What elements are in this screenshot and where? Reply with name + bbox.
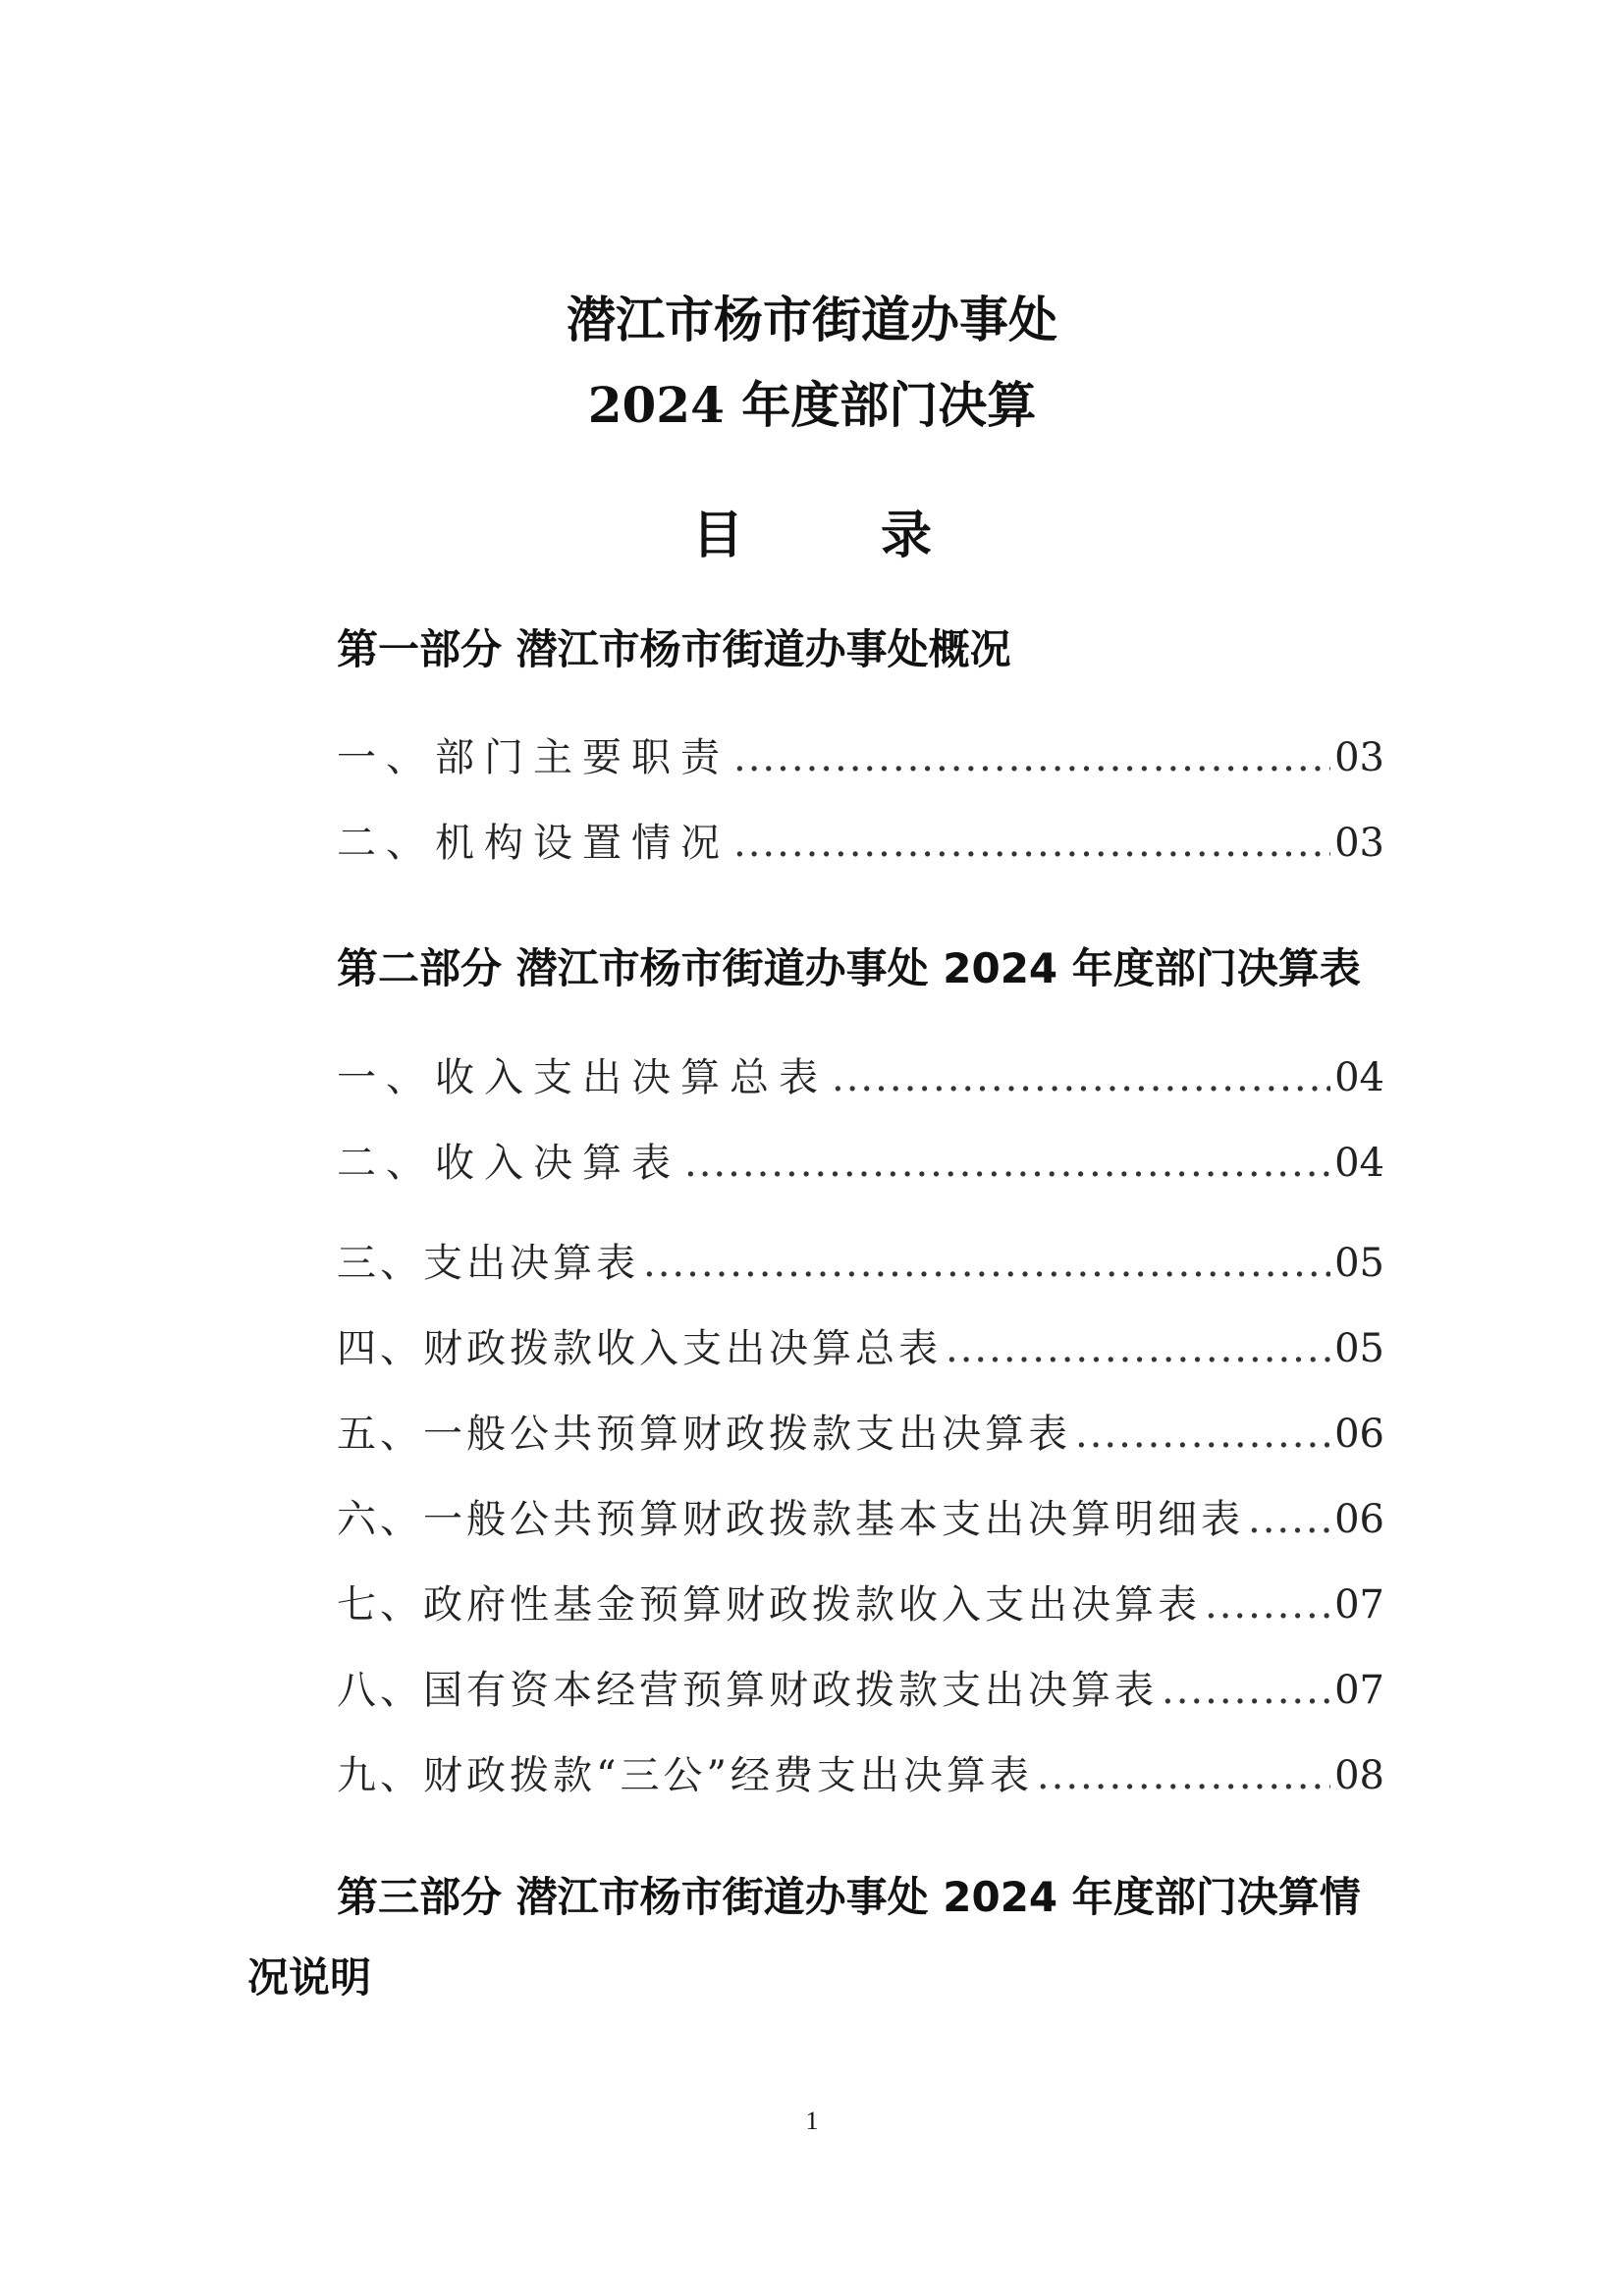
leader-dots bbox=[946, 1321, 1330, 1376]
toc-entry-page: 07 bbox=[1334, 1668, 1384, 1713]
toc-entry-label: 四、财政拨款收入支出决算总表 bbox=[337, 1326, 942, 1371]
page-number: 1 bbox=[805, 2107, 819, 2135]
toc-entry-page: 07 bbox=[1334, 1582, 1384, 1628]
toc-entry-label: 五、一般公共预算财政拨款支出决算表 bbox=[337, 1412, 1071, 1457]
leader-dots bbox=[684, 1136, 1330, 1191]
toc-entry[interactable] bbox=[337, 730, 1384, 785]
toc-entry[interactable] bbox=[337, 1236, 1384, 1291]
toc-entry-label: 三、支出决算表 bbox=[337, 1241, 639, 1286]
toc-entry-page: 06 bbox=[1334, 1412, 1384, 1457]
toc-heading-char-2: 录 bbox=[881, 506, 933, 565]
toc-heading-char-1: 目 bbox=[691, 506, 743, 565]
toc-entry-page: 06 bbox=[1334, 1497, 1384, 1542]
toc-entry-page: 03 bbox=[1334, 821, 1384, 866]
document-subtitle: 2024 年度部门决算 bbox=[587, 376, 1037, 434]
leader-dots bbox=[643, 1236, 1330, 1291]
toc-entry-page: 05 bbox=[1334, 1326, 1384, 1371]
toc-entry-page: 08 bbox=[1334, 1753, 1384, 1798]
part1-heading: 第一部分 潜江市杨市街道办事处概况 bbox=[337, 625, 1011, 673]
toc-entry[interactable] bbox=[337, 1492, 1384, 1547]
part2-heading: 第二部分 潜江市杨市街道办事处 2024 年度部门决算表 bbox=[337, 944, 1361, 992]
toc-entry-label: 二、机构设置情况 bbox=[337, 821, 730, 866]
toc-entry[interactable] bbox=[337, 1748, 1384, 1803]
leader-dots bbox=[1205, 1577, 1330, 1632]
toc-entry-label: 九、财政拨款“三公”经费支出决算表 bbox=[337, 1753, 1033, 1798]
toc-heading bbox=[0, 494, 1624, 567]
leader-dots bbox=[1248, 1492, 1330, 1547]
toc-entry-label: 八、国有资本经营预算财政拨款支出决算表 bbox=[337, 1668, 1158, 1713]
leader-dots bbox=[1075, 1407, 1330, 1462]
leader-dots bbox=[733, 816, 1330, 871]
toc-entry[interactable] bbox=[337, 1321, 1384, 1376]
toc-entry-label: 一、收入支出决算总表 bbox=[337, 1055, 828, 1100]
toc-entry-label: 二、收入决算表 bbox=[337, 1141, 680, 1186]
leader-dots bbox=[1162, 1663, 1330, 1718]
toc-entry[interactable] bbox=[337, 1407, 1384, 1462]
leader-dots bbox=[733, 730, 1330, 785]
toc-entry-label: 七、政府性基金预算财政拨款收入支出决算表 bbox=[337, 1582, 1201, 1628]
leader-dots bbox=[832, 1050, 1330, 1105]
part3-heading: 第三部分 潜江市杨市街道办事处 2024 年度部门决算情况说明 bbox=[247, 1873, 1361, 2002]
toc-entry-label: 六、一般公共预算财政拨款基本支出决算明细表 bbox=[337, 1497, 1244, 1542]
toc-entry-page: 04 bbox=[1334, 1141, 1384, 1186]
toc-entry[interactable] bbox=[337, 1136, 1384, 1191]
toc-entry[interactable] bbox=[337, 1663, 1384, 1718]
toc-entry-page: 03 bbox=[1334, 735, 1384, 780]
leader-dots bbox=[1037, 1748, 1330, 1803]
toc-entry[interactable] bbox=[337, 1577, 1384, 1632]
toc-entry-page: 05 bbox=[1334, 1241, 1384, 1286]
document-title: 潜江市杨市街道办事处 bbox=[567, 291, 1057, 348]
toc-entry-label: 一、部门主要职责 bbox=[337, 735, 730, 780]
toc-entry[interactable] bbox=[337, 816, 1384, 871]
toc-entry[interactable] bbox=[337, 1050, 1384, 1105]
toc-entry-page: 04 bbox=[1334, 1055, 1384, 1100]
